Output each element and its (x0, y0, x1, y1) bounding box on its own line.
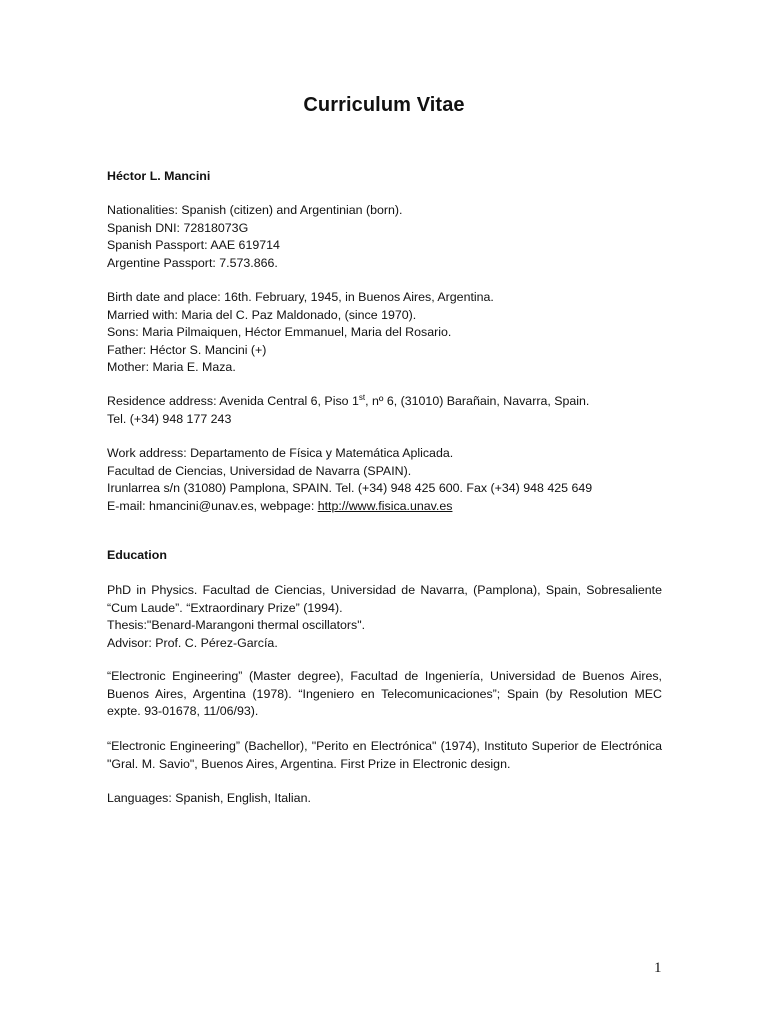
personal-section (107, 289, 662, 377)
work-address-line: Work address: Departamento de Física y Matemática Aplicada. (107, 446, 454, 460)
residence-address-line (107, 393, 662, 411)
languages-line: Languages: Spanish, English, Italian. (107, 791, 311, 805)
email-text: E-mail: hmancini@unav.es, webpage: (107, 498, 318, 513)
master-section (107, 668, 662, 721)
argentine-passport-line: Argentine Passport: 7.573.866. (107, 255, 278, 270)
residence-tel-line: Tel. (+34) 948 177 243 (107, 411, 232, 426)
identity-section (107, 202, 662, 272)
residence-section (107, 393, 662, 428)
person-name (107, 168, 662, 186)
webpage-link[interactable]: http://www.fisica.unav.es (317, 498, 453, 513)
phd-section (107, 582, 662, 652)
work-street-line: Irunlarrea s/n (31080) Pamplona, SPAIN. Tel. (+34) 948 425 600. Fax (+34) 948 425 649 (107, 481, 593, 495)
advisor-line: Advisor: Prof. C. Pérez-García. (107, 635, 278, 650)
residence-floor-sup: st (358, 392, 366, 402)
page-number: 1 (654, 960, 662, 976)
work-section (107, 445, 662, 515)
master-paragraph: “Electronic Engineering” (Master degree), Facultad de Ingeniería, Universidad de Buenos Aires, Buenos Aires, Argentina (1978). “Ingeniero en Telecomunicaciones”; Spain (by Resolution MEC expte. 93-01678, 11/06/93). (107, 669, 662, 718)
sons-line: Sons: Maria Pilmaiquen, Héctor Emmanuel, Maria del Rosario. (107, 325, 452, 339)
work-faculty-line: Facultad de Ciencias, Universidad de Navarra (SPAIN). (107, 463, 412, 478)
bachelor-section (107, 738, 662, 773)
nationalities-line: Nationalities: Spanish (citizen) and Argentinian (born). (107, 203, 403, 217)
residence-address-pre: Residence address: Avenida Central 6, Piso 1 (107, 394, 359, 408)
married-line: Married with: Maria del C. Paz Maldonado, (since 1970). (107, 307, 417, 322)
name-text: Héctor L. Mancini (107, 169, 211, 183)
bachelor-paragraph: “Electronic Engineering” (Bachellor), "Perito en Electrónica" (1974), Instituto Superior de Electrónica "Gral. M. Savio", Buenos Aires, Argentina. First Prize in Electronic design. (107, 739, 662, 771)
mother-line: Mother: Maria E. Maza. (107, 360, 236, 374)
spanish-passport-line: Spanish Passport: AAE 619714 (107, 238, 280, 252)
education-heading-text: Education (107, 548, 167, 562)
thesis-line: Thesis:"Benard-Marangoni thermal oscillators". (107, 618, 366, 632)
phd-line: PhD in Physics. Facultad de Ciencias, Universidad de Navarra, (Pamplona), Spain, Sobresaliente “Cum Laude”. “Extraordinary Prize” (1994). (107, 583, 662, 615)
education-heading (107, 547, 662, 565)
birth-line: Birth date and place: 16th. February, 1945, in Buenos Aires, Argentina. (107, 290, 494, 304)
dni-line: Spanish DNI: 72818073G (107, 220, 249, 235)
father-line: Father: Héctor S. Mancini (+) (107, 342, 267, 357)
residence-address-post: , nº 6, (31010) Barañain, Navarra, Spain. (365, 394, 590, 408)
page-title: Curriculum Vitae (303, 94, 465, 116)
languages-section (107, 790, 662, 808)
work-contact-line (107, 498, 662, 516)
